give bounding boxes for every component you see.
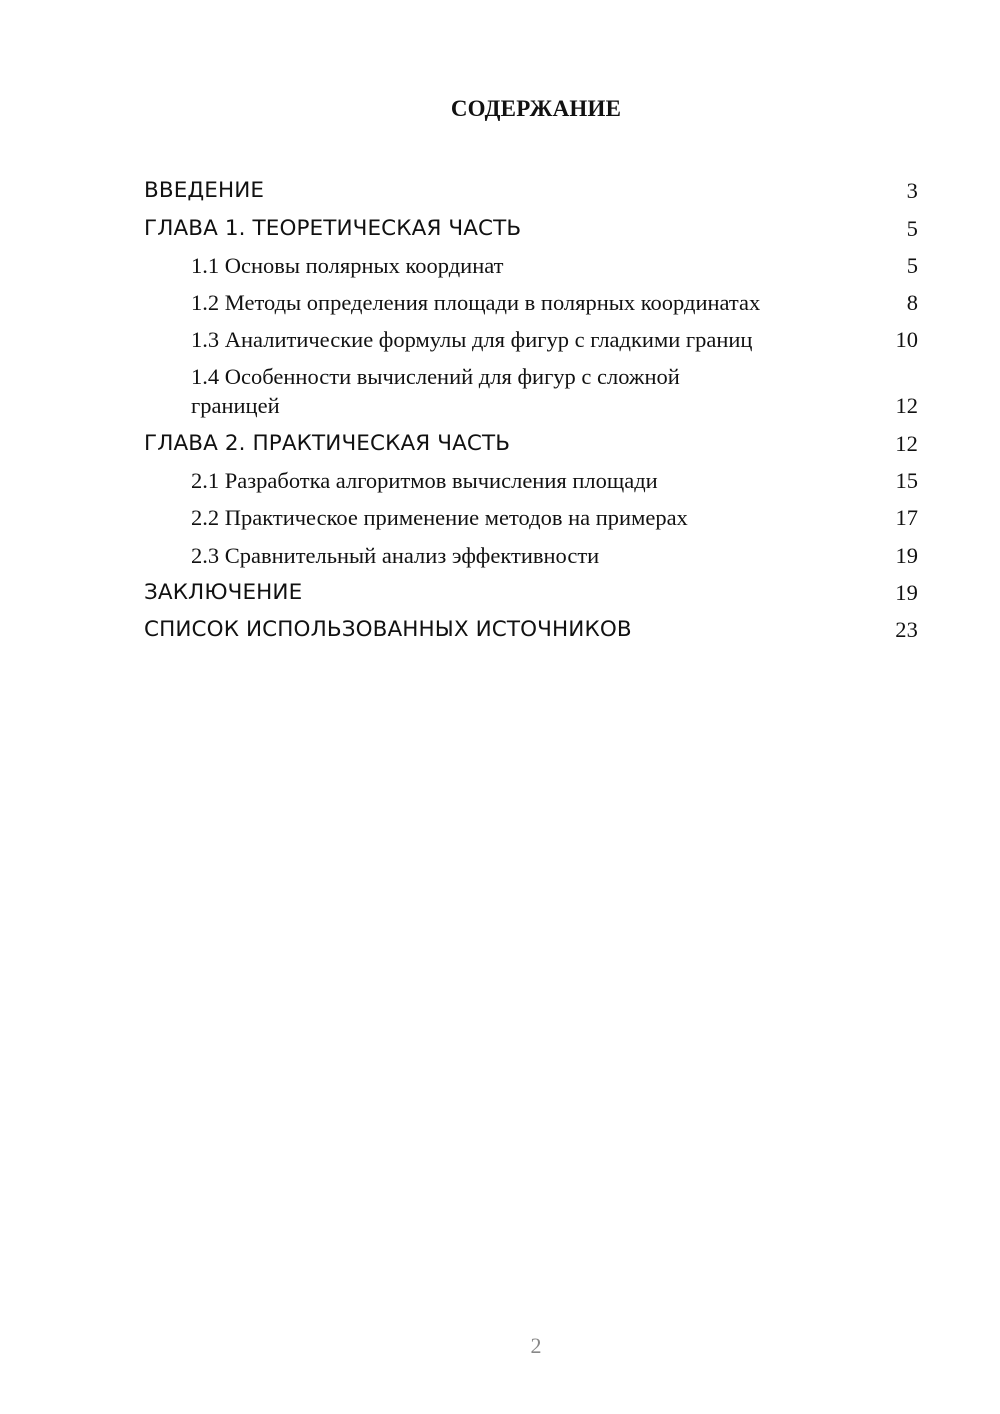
toc-entry-page: 12	[895, 430, 918, 456]
page-title: СОДЕРЖАНИЕ	[450, 96, 622, 121]
toc-entry-page: 5	[906, 252, 918, 278]
toc-entry-title: 1.2 Методы определения площади в полярных координатах	[191, 290, 761, 316]
toc-entry-page: 12	[895, 393, 918, 419]
toc-entry-page: 19	[895, 542, 918, 568]
toc-entry-page: 3	[906, 178, 918, 204]
page-number: 2	[530, 1333, 542, 1358]
toc-entry-title: ГЛАВА 1. ТЕОРЕТИЧЕСКАЯ ЧАСТЬ	[144, 215, 522, 241]
toc-entry-title: 1.4 Особенности вычислений для фигур с сложной границей	[191, 364, 680, 419]
toc-entry-page: 23	[895, 617, 918, 643]
toc-entry-title: 2.2 Практическое применение методов на примерах	[191, 505, 688, 531]
toc-entry-section-1-4[interactable]	[144, 354, 918, 420]
toc-entry-chapter-1[interactable]	[144, 205, 918, 242]
toc-entry-section-1-2[interactable]	[144, 280, 918, 317]
toc-entry-page: 17	[895, 505, 918, 531]
toc-entry-page: 5	[906, 215, 918, 241]
toc-entry-section-2-3[interactable]	[144, 532, 918, 569]
toc-entry-chapter-2[interactable]	[144, 420, 918, 457]
toc-entry-introduction[interactable]	[144, 168, 918, 205]
toc-entry-section-1-1[interactable]	[144, 243, 918, 280]
toc-entry-page: 19	[895, 579, 918, 605]
toc-entry-title: ГЛАВА 2. ПРАКТИЧЕСКАЯ ЧАСТЬ	[144, 430, 511, 456]
toc-entry-title: 2.3 Сравнительный анализ эффективности	[191, 542, 600, 568]
toc-entry-conclusion[interactable]	[144, 570, 918, 607]
toc-entry-page: 15	[895, 468, 918, 494]
toc-entry-title: 2.1 Разработка алгоритмов вычисления площади	[191, 468, 658, 494]
toc-entry-title: ЗАКЛЮЧЕНИЕ	[144, 579, 303, 605]
toc-entry-section-1-3[interactable]	[144, 317, 918, 354]
toc-entry-section-2-1[interactable]	[144, 458, 918, 495]
toc-entry-title: ВВЕДЕНИЕ	[144, 178, 265, 204]
toc-entry-page: 10	[895, 327, 918, 353]
toc-entry-title: 1.1 Основы полярных координат	[191, 252, 504, 278]
toc-entry-page: 8	[906, 290, 918, 316]
toc-entry-references[interactable]	[144, 607, 918, 644]
toc-entry-title: СПИСОК ИСПОЛЬЗОВАННЫХ ИСТОЧНИКОВ	[144, 617, 632, 643]
table-of-contents	[144, 168, 918, 644]
toc-entry-title: 1.3 Аналитические формулы для фигур с гладкими границ	[191, 327, 753, 353]
toc-entry-section-2-2[interactable]	[144, 495, 918, 532]
